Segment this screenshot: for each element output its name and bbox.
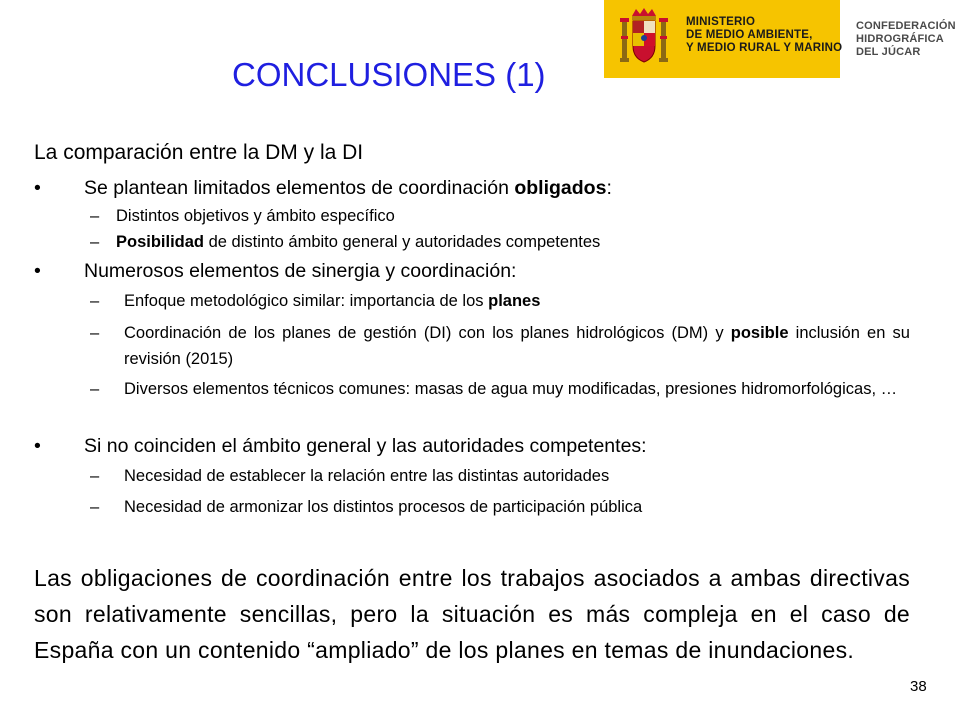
bullet-2-text: Numerosos elementos de sinergia y coordinación: xyxy=(84,260,517,282)
sub-item-1-2-bold: Posibilidad xyxy=(116,233,205,251)
bullet-1-text-a: Se plantean limitados elementos de coordinación xyxy=(84,177,515,199)
sub-item-2-1-a: Enfoque metodológico similar: importancia de los xyxy=(124,292,489,310)
bullet-icon: • xyxy=(34,435,41,457)
sub-item-2-2-a: Coordinación de los planes de gestión (DI) con los planes hidrológicos (DM) y xyxy=(124,324,731,342)
ministerio-line-1: MINISTERIO xyxy=(686,16,756,28)
dash-icon: – xyxy=(90,207,100,225)
bullet-icon: • xyxy=(34,177,41,199)
sub-item-1-2-rest: de distinto ámbito general y autoridades competentes xyxy=(204,233,601,251)
sub-item-2-3-text: Diversos elementos técnicos comunes: masas de agua muy modificadas, presiones hidromorfológicas, … xyxy=(124,380,898,398)
bullet-1-text-bold: obligados xyxy=(514,177,607,199)
sub-item-2-2-c: inclusión en su revisión (2015) xyxy=(124,324,910,368)
dash-icon: – xyxy=(90,380,100,398)
dash-icon: – xyxy=(90,233,100,251)
bullet-3-text: Si no coinciden el ámbito general y las autoridades competentes: xyxy=(84,435,647,457)
sub-item-2-2-text xyxy=(124,320,910,372)
sub-item-2-1-bold: planes xyxy=(488,292,541,310)
dash-icon: – xyxy=(90,324,100,342)
sub-item-3-2-text: Necesidad de armonizar los distintos procesos de participación pública xyxy=(124,498,643,516)
dash-icon: – xyxy=(90,292,100,310)
sub-item-1-1-text: Distintos objetivos y ámbito específico xyxy=(116,207,395,225)
bullet-icon: • xyxy=(34,260,41,282)
ministerio-name xyxy=(686,16,842,55)
closing-paragraph: Las obligaciones de coordinación entre los trabajos asociados a ambas directivas son relativamente sencillas, pero la situación es más compleja en el caso de España con un contenido “ampliado” de los planes en temas de inundaciones. xyxy=(34,565,910,663)
sub-item-2-2-bold: posible xyxy=(730,324,789,342)
page-number: 38 xyxy=(910,678,927,695)
chj-line-3: DEL JÚCAR xyxy=(856,46,921,58)
bullet-1-text-c: : xyxy=(606,177,612,199)
chj-line-1: CONFEDERACIÓN xyxy=(856,20,956,32)
intro-text: La comparación entre la DM y la DI xyxy=(34,141,364,164)
coat-of-arms-icon xyxy=(618,6,670,70)
ministerio-logo xyxy=(604,0,843,78)
dash-icon: – xyxy=(90,498,100,516)
slide-title: CONCLUSIONES (1) xyxy=(232,56,546,93)
chj-line-2: HIDROGRÁFICA xyxy=(856,33,944,45)
ministerio-line-2: DE MEDIO AMBIENTE, xyxy=(686,29,813,41)
sub-item-1-2-text xyxy=(116,229,902,255)
dash-icon: – xyxy=(90,467,100,485)
sub-item-3-1-text: Necesidad de establecer la relación entre las distintas autoridades xyxy=(124,467,610,485)
chj-logo xyxy=(856,20,956,59)
ministerio-line-3: Y MEDIO RURAL Y MARINO xyxy=(686,42,843,54)
sub-item-2-1-text xyxy=(124,288,910,314)
bullet-1-text xyxy=(84,176,612,200)
